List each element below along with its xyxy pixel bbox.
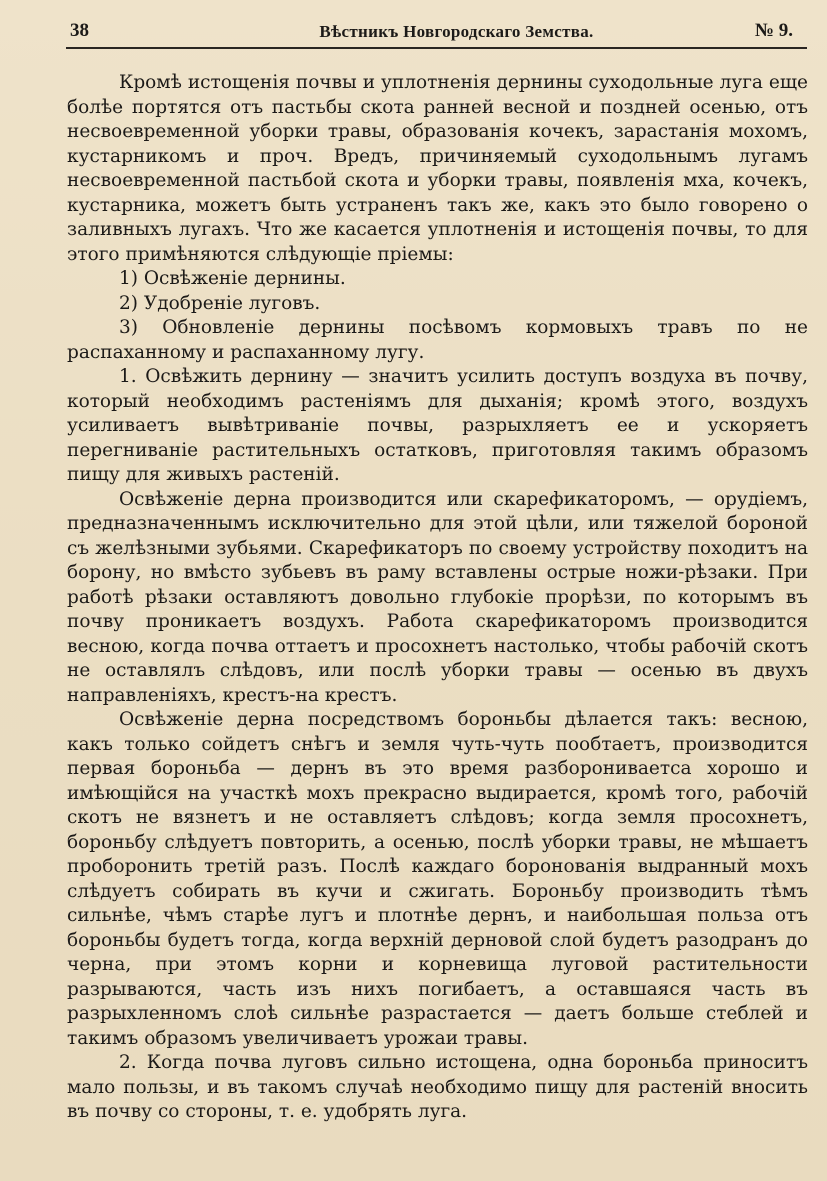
list-item: 3) Обновленіе дернины посѣвомъ кормовыхъ травъ по не распаханному и распаханному лугу. — [67, 317, 808, 363]
list-item: 2) Удобреніе луговъ. — [119, 292, 321, 314]
header-rule — [66, 47, 807, 49]
page-header — [66, 18, 807, 44]
paragraph: Освѣженіе дерна производится или скарефикаторомъ, — орудіемъ, предназначеннымъ исключительно для этой цѣли, или тяжелой бороной съ желѣзными зубьями. Скарефикаторъ по своему устройству походитъ на борону, но вмѣсто зубьевъ въ раму вставлены острые ножи-рѣзаки. При работѣ рѣзаки оставляютъ довольно глубокіе прорѣзи, по которымъ въ почву проникаетъ воздухъ. Работа скарефикаторомъ производится весною, когда почва оттаетъ и просохнетъ настолько, чтобы рабочій скотъ не оставлялъ слѣдовъ, или послѣ уборки травы — осенью въ двухъ направленіяхъ, крестъ-на крестъ. — [67, 488, 808, 706]
paragraph: Освѣженіе дерна посредствомъ бороньбы дѣлается такъ: весною, какъ только сойдетъ снѣгъ и земля чуть-чуть пообтаетъ, производится первая бороньба — дернъ въ это время разборониваетса хорошо и имѣющійся на участкѣ мохъ прекрасно выдирается, кромѣ того, рабочій скотъ не вязнетъ и не оставляетъ слѣдовъ; когда земля просохнетъ, бороньбу слѣдуетъ повторить, а осенью, послѣ уборки травы, не мѣшаетъ проборонить третій разъ. Послѣ каждаго боронованія выдранный мохъ слѣдуетъ собирать въ кучи и сжигать. Бороньбу производить тѣмъ сильнѣе, чѣмъ старѣе лугъ и плотнѣе дернъ, и наибольшая польза отъ бороньбы будетъ тогда, когда верхній дерновой слой будетъ разодранъ до черна, при этомъ корни и корневища луговой растительности разрываются, часть изъ нихъ погибаетъ, а оставшаяся часть въ разрыхленномъ слоѣ сильнѣе разрастается — даетъ больше стеблей и такимъ образомъ увеличиваетъ урожаи травы. — [67, 709, 808, 1049]
paragraph: 1. Освѣжить дернину — значитъ усилить доступъ воздуха въ почву, который необходимъ растеніямъ для дыханія; кромѣ этого, воздухъ усиливаетъ вывѣтриваніе почвы, разрыхляетъ ее и ускоряетъ перегниваніе растительныхъ остатковъ, приготовляя такимъ образомъ пищу для живыхъ растеній. — [67, 366, 808, 485]
paragraph: Кромѣ истощенія почвы и уплотненія дернины суходольные луга еще болѣе портятся отъ пастьбы скота ранней весной и поздней осенью, отъ несвоевременной уборки травы, образованія кочекъ, зарастанія мохомъ, кустарникомъ и проч. Вредъ, причиняемый суходольнымъ лугамъ несвоевременной пастьбой скота и уборки травы, появленія мха, кочекъ, кустарника, можетъ быть устраненъ такъ же, какъ это было говорено о заливныхъ лугахъ. Что же касается уплотненія и истощенія почвы, то для этого примѣняются слѣдующіе пріемы: — [67, 72, 808, 265]
paragraph: 2. Когда почва луговъ сильно истощена, одна бороньба приноситъ мало пользы, и въ такомъ случаѣ необходимо пищу для растеній вносить въ почву со стороны, т. е. удобрять луга. — [67, 1052, 808, 1122]
running-title: Вѣстникъ Новгородскаго Земства. — [319, 22, 594, 41]
page-number: 38 — [70, 20, 89, 41]
list-item: 1) Освѣженіе дернины. — [119, 268, 346, 289]
issue-number: № 9. — [754, 20, 793, 41]
article-body — [67, 71, 808, 1125]
